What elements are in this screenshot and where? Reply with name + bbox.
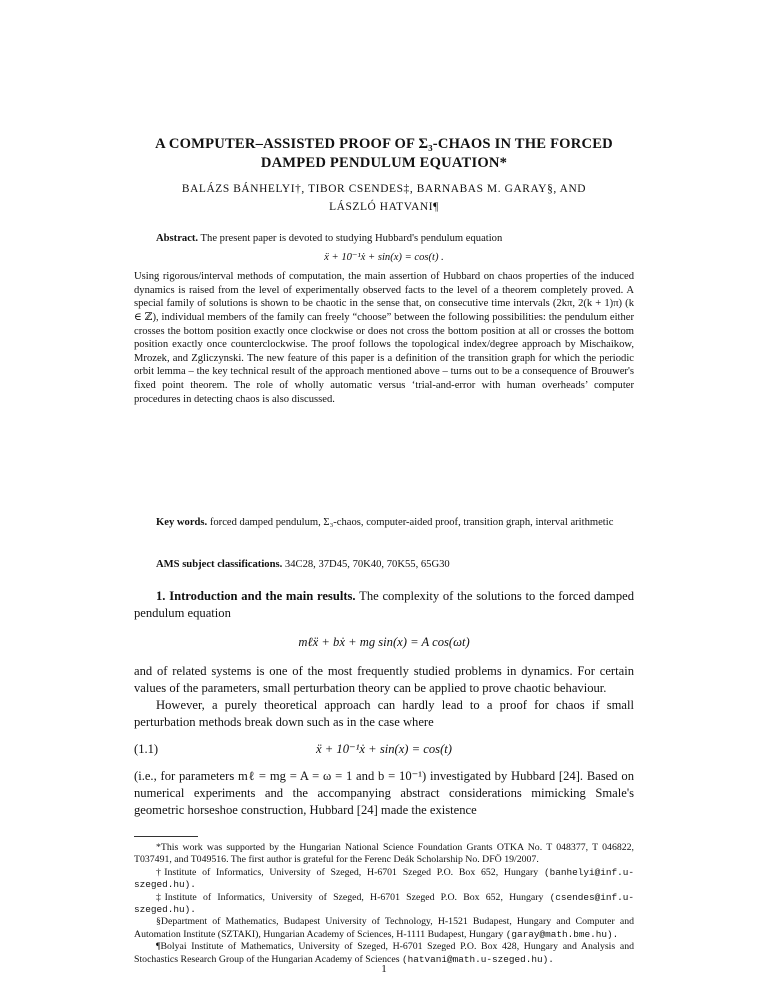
footnote-author-3 (134, 916, 634, 941)
authors-line-1: BALÁZS BÁNHELYI†, TIBOR CSENDES‡, BARNABAS M. GARAY§, AND (181, 183, 587, 195)
footnote-author-1 (134, 867, 634, 892)
footnote-author-2-email[interactable]: (csendes@inf.u-szeged.hu). (134, 891, 634, 916)
abstract-body: Using rigorous/interval methods of computation, the main assertion of Hubbard on chaos properties of the induced dynamics is raised from the level of experimentally observed facts to the level of a theorem completely proved. A special family of solutions is shown to be chaotic in the sense that, on consecutive time intervals (2kπ, 2(k + 1)π) (k ∈ ℤ), individual members of the family can freely “choose” between the following possibilities: the pendulum either crosses the bottom position exactly once clockwise or does not cross the bottom position at all or crosses the bottom position exactly once counterclockwise. The proof follows the topological index/degree approach by Mischaikow, Mrozek, and Zgliczynski. The new feature of this paper is a definition of the transition graph for which the periodic orbit lemma – the key technical result of the approach mentioned above – turns out to be a consequence of Brouwer's fixed point theorem. The role of wholly automatic versus ‘trial-and-error with human overheads’ computer procedures in detecting chaos is also discussed. (134, 271, 634, 405)
intro-text-1: The complexity of the solutions to the forced damped pendulum equation (134, 589, 635, 620)
intro-paragraph-4: (i.e., for parameters mℓ = mg = A = ω = 1 and b = 10⁻¹) investigated by Hubbard [24]. Based on numerical experiments and the accompanying abstract considerations mimicking Smale's geometric horseshoe construction, Hubbard [24] made the existence (134, 769, 634, 817)
equation-1-1 (134, 741, 634, 758)
abstract-section (134, 232, 634, 406)
footnote-author-3-email[interactable]: (garay@math.bme.hu). (505, 928, 619, 940)
authors-line-2: LÁSZLÓ HATVANI¶ (329, 201, 439, 213)
footnote-author-4-affil: ¶Bolyai Institute of Mathematics, University of Szeged, H-6701 Szeged P.O. Box 428, Hungary and Analysis and Stochastics Research Group of the Hungarian Academy of Sciences (134, 941, 634, 965)
paper-title (134, 135, 634, 173)
ams-codes: 34C28, 37D45, 70K40, 70K55, 65G30 (284, 559, 450, 570)
introduction-section (134, 588, 634, 819)
pendulum-equation: mℓẍ + bẋ + mg sin(x) = A cos(ωt) (298, 635, 470, 649)
footnote-rule (134, 836, 198, 837)
footnote-funding: *This work was supported by the Hungarian National Science Foundation Grants OTKA No. T 048377, T 046822, T037491, and T049516. The first author is grateful for the Ferenc Deák Scholarship No. DFÖ 19/2007. (134, 842, 634, 866)
page-number: 1 (381, 963, 387, 975)
keywords-label: Key words. (156, 517, 208, 528)
intro-paragraph-2: and of related systems is one of the most frequently studied problems in dynamics. For certain values of the parameters, small perturbation theory can be applied to prove chaotic behaviour. (134, 664, 634, 695)
abstract-label: Abstract. (156, 233, 199, 244)
section-heading: 1. Introduction and the main results. (156, 589, 356, 603)
author-list (134, 180, 634, 216)
keywords-text: forced damped pendulum, Σ₃-chaos, computer-aided proof, transition graph, interval arithmetic (209, 517, 614, 528)
footnote-author-1-email[interactable]: (banhelyi@inf.u-szeged.hu). (134, 866, 634, 891)
abstract-equation: ẍ + 10⁻¹ẋ + sin(x) = cos(t) . (324, 251, 444, 263)
footnote-author-3-affil: §Department of Mathematics, Budapest University of Technology, H-1521 Budapest, Hungary and Computer and Automation Institute (SZTAKI), Hungarian Academy of Sciences, H-1111 Budapest, Hungary (134, 916, 634, 940)
footnote-author-1-affil: †Institute of Informatics, University of Szeged, H-6701 Szeged P.O. Box 652, Hungary (156, 866, 539, 878)
footnote-author-2-affil: ‡Institute of Informatics, University of Szeged, H-6701 Szeged P.O. Box 652, Hungary (156, 891, 544, 903)
footnote-author-4-email[interactable]: (hatvani@math.u-szeged.hu). (401, 953, 554, 965)
equation-formula: ẍ + 10⁻¹ẋ + sin(x) = cos(t) (316, 742, 452, 756)
footnote-author-2 (134, 892, 634, 917)
keywords-section (134, 516, 634, 530)
abstract-intro (134, 232, 634, 246)
ams-section (134, 558, 634, 572)
intro-paragraph-3: However, a purely theoretical approach can hardly lead to a proof for chaos if small perturbation methods break down such as in the case where (134, 698, 634, 729)
equation-number: (1.1) (134, 742, 159, 756)
intro-paragraph-1 (134, 588, 634, 622)
abstract-intro-text: The present paper is devoted to studying Hubbard's pendulum equation (200, 233, 503, 244)
title-line-2: DAMPED PENDULUM EQUATION* (260, 155, 508, 171)
ams-label: AMS subject classifications. (156, 559, 283, 570)
title-line-1: A COMPUTER–ASSISTED PROOF OF Σ₃-CHAOS IN THE FORCED (155, 136, 613, 152)
footnotes (134, 842, 634, 966)
